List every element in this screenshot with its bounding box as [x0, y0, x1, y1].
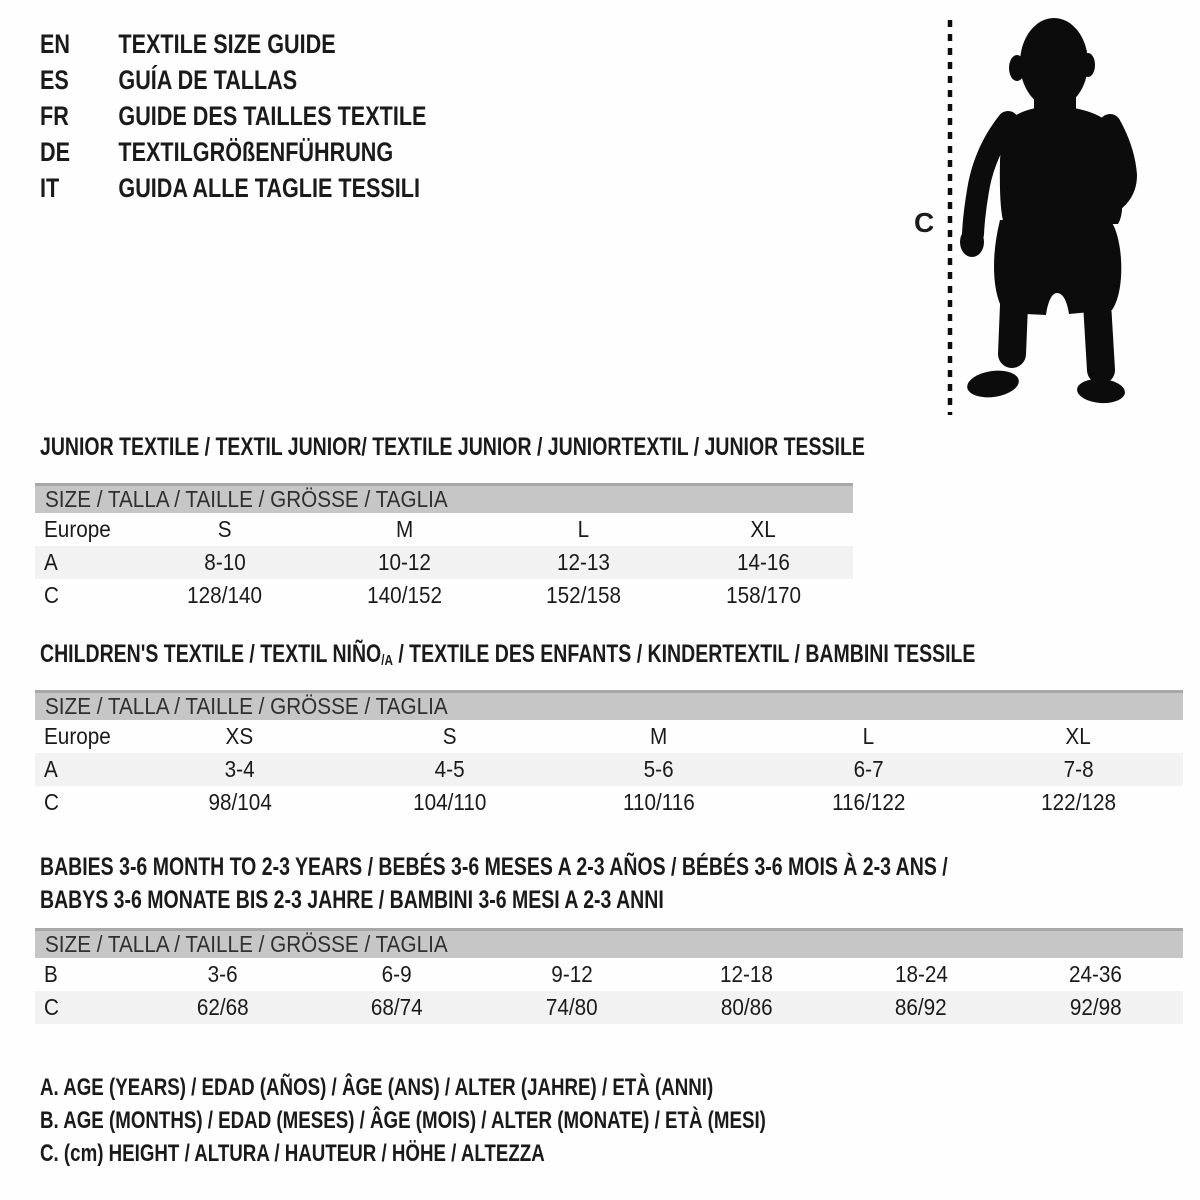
cell-value: 6-7	[853, 756, 884, 782]
legend-line-b: B. AGE (MONTHS) / EDAD (MESES) / ÂGE (MOIS) / ALTER (MONATE) / ETÀ (MESI)	[40, 1106, 766, 1134]
lang-code: DE	[40, 136, 71, 167]
cell-value: 5-6	[644, 756, 674, 782]
lang-row-es	[40, 62, 426, 98]
section-title-line1: BABIES 3-6 MONTH TO 2-3 YEARS / BEBÉS 3-6 MESES A 2-3 AÑOS / BÉBÉS 3-6 MOIS À 2-3 ANS /	[40, 853, 948, 881]
cell-value: M	[650, 723, 668, 749]
cell-value: 62/68	[196, 994, 249, 1020]
lang-code: EN	[40, 28, 71, 59]
table-row	[35, 991, 1183, 1024]
cell-value: 92/98	[1069, 994, 1122, 1020]
cell-value: XL	[1065, 723, 1091, 749]
cell-value: 128/140	[187, 582, 263, 608]
lang-row-de	[40, 134, 426, 170]
cell-value: 8-10	[204, 549, 246, 575]
table-row	[35, 958, 1183, 991]
language-header	[40, 26, 523, 206]
section-title-text: JUNIOR TEXTILE / TEXTIL JUNIOR/ TEXTILE JUNIOR / JUNIORTEXTIL / JUNIOR TESSILE	[40, 433, 865, 461]
row-label: C	[44, 994, 59, 1020]
cell-value: S	[442, 723, 457, 749]
lang-title: GUIDE DES TAILLES TEXTILE	[118, 100, 427, 131]
legend-line-c: C. (cm) HEIGHT / ALTURA / HAUTEUR / HÖHE / ALTEZZA	[40, 1139, 545, 1167]
cell-value: 116/122	[831, 789, 906, 815]
cell-value: XL	[750, 516, 776, 542]
row-label: C	[44, 582, 59, 608]
cell-value: 80/86	[720, 994, 773, 1020]
cell-value: 3-4	[224, 756, 255, 782]
cell-value: 10-12	[377, 549, 431, 575]
cell-value: 9-12	[550, 961, 593, 987]
title-post: / TEXTILE DES ENFANTS / KINDERTEXTIL / BAMBINI TESSILE	[392, 640, 976, 668]
size-bar	[35, 690, 1183, 720]
cell-value: 152/158	[546, 582, 622, 608]
cell-value: 3-6	[207, 961, 238, 987]
table-row	[35, 513, 853, 546]
toddler-silhouette-icon	[900, 10, 1160, 420]
table-row	[35, 720, 1183, 753]
lang-row-fr	[40, 98, 426, 134]
cell-value: 158/170	[725, 582, 801, 608]
cell-value: 7-8	[1063, 756, 1094, 782]
cell-value: 140/152	[366, 582, 442, 608]
cell-value: L	[577, 516, 590, 542]
junior-size-table	[35, 483, 853, 612]
lang-title: GUIDA ALLE TAGLIE TESSILI	[118, 172, 421, 203]
cell-value: M	[395, 516, 413, 542]
size-bar-text: SIZE / TALLA / TAILLE / GRÖSSE / TAGLIA	[45, 693, 448, 719]
lang-title: TEXTILGRÖßENFÜHRUNG	[118, 136, 394, 167]
cell-value: 6-9	[382, 961, 412, 987]
lang-code: FR	[40, 100, 69, 131]
row-label: C	[44, 789, 59, 815]
cell-value: 104/110	[412, 789, 487, 815]
section-title-babies	[40, 851, 1200, 917]
cell-value: 68/74	[371, 994, 423, 1020]
cell-value: S	[217, 516, 232, 542]
section-title-text	[40, 638, 975, 677]
figure-measure-label: C	[914, 207, 935, 238]
cell-value: L	[862, 723, 875, 749]
cell-value: 4-5	[434, 756, 465, 782]
size-bar	[35, 483, 853, 513]
table-row	[35, 753, 1183, 786]
table-row	[35, 579, 853, 612]
height-figure	[900, 10, 1160, 420]
cell-value: 12-18	[719, 961, 773, 987]
section-title-junior	[40, 431, 1098, 464]
lang-title: TEXTILE SIZE GUIDE	[118, 28, 336, 59]
cell-value: 14-16	[736, 549, 790, 575]
title-pre: CHILDREN'S TEXTILE / TEXTIL NIÑO	[40, 640, 382, 668]
cell-value: 122/128	[1040, 789, 1116, 815]
cell-value: 24-36	[1069, 961, 1123, 987]
lang-row-it	[40, 170, 426, 206]
row-label: A	[44, 549, 58, 575]
lang-row-en	[40, 26, 426, 62]
lang-code: IT	[40, 172, 60, 203]
babies-size-table	[35, 928, 1183, 1024]
lang-title: GUÍA DE TALLAS	[118, 64, 298, 95]
title-sub: /A	[381, 652, 393, 669]
legend	[40, 1071, 971, 1170]
row-label: B	[44, 961, 58, 987]
cell-value: 74/80	[545, 994, 598, 1020]
size-bar-text: SIZE / TALLA / TAILLE / GRÖSSE / TAGLIA	[45, 486, 448, 512]
table-row	[35, 786, 1183, 819]
size-bar	[35, 928, 1183, 958]
cell-value: 12-13	[557, 549, 611, 575]
cell-value: 18-24	[894, 961, 948, 987]
size-bar-text: SIZE / TALLA / TAILLE / GRÖSSE / TAGLIA	[45, 931, 448, 957]
row-label: A	[44, 756, 58, 782]
row-label: Europe	[44, 723, 111, 749]
cell-value: 110/116	[623, 789, 695, 815]
cell-value: 86/92	[895, 994, 947, 1020]
legend-line-a: A. AGE (YEARS) / EDAD (AÑOS) / ÂGE (ANS) / ALTER (JAHRE) / ETÀ (ANNI)	[40, 1073, 714, 1101]
section-title-line2: BABYS 3-6 MONATE BIS 2-3 JAHRE / BAMBINI 3-6 MESI A 2-3 ANNI	[40, 886, 664, 914]
table-row	[35, 546, 853, 579]
lang-code: ES	[40, 64, 69, 95]
row-label: Europe	[44, 516, 111, 542]
section-title-children	[40, 638, 1200, 677]
cell-value: 98/104	[208, 789, 272, 815]
children-size-table	[35, 690, 1183, 819]
cell-value: XS	[225, 723, 254, 749]
